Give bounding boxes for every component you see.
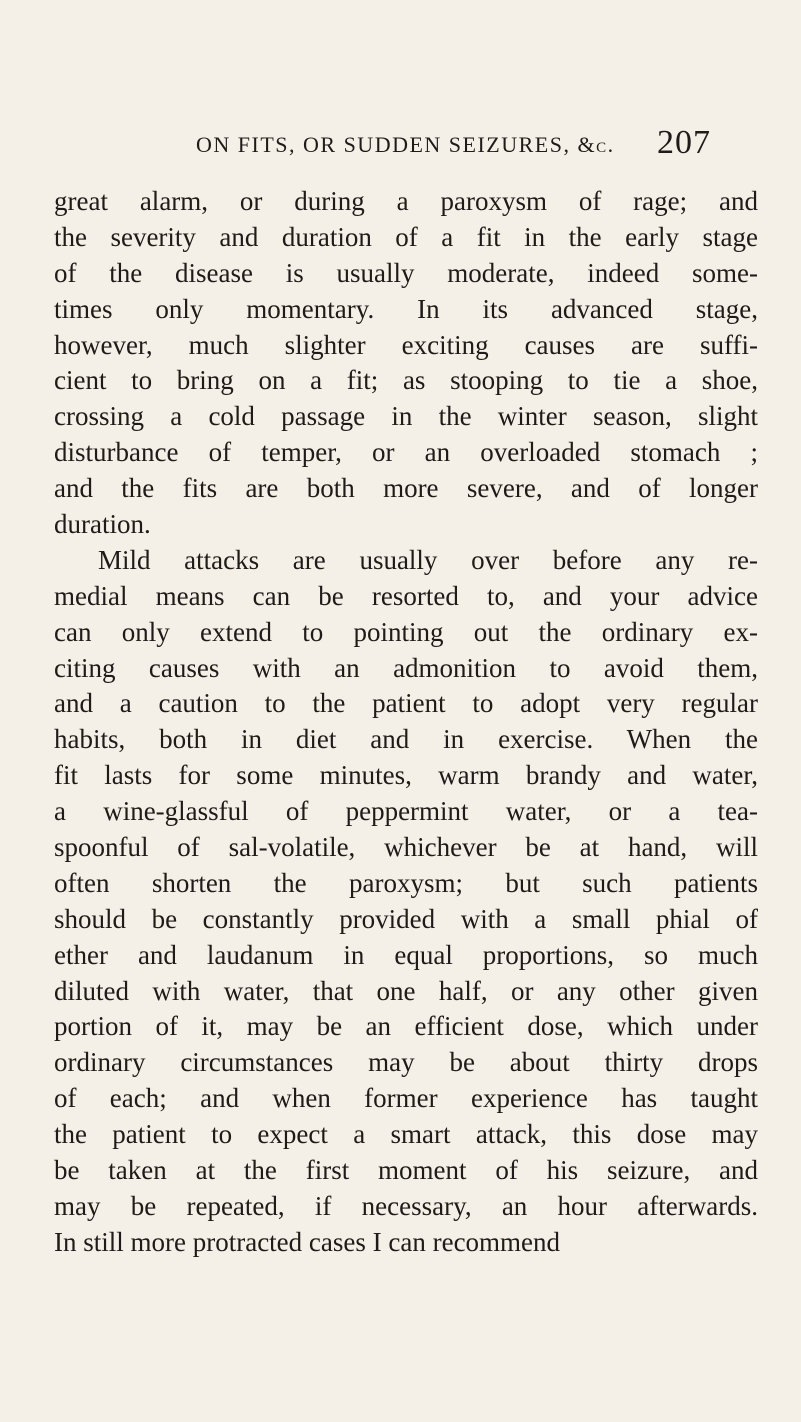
text-line: habits, both in diet and in exercise. When the [54, 724, 758, 755]
paragraph-2 [54, 543, 758, 1261]
body-text [54, 184, 758, 1261]
text-line: and a caution to the patient to adopt very regular [54, 688, 758, 719]
page-number: 207 [657, 124, 711, 161]
text-line: however, much slighter exciting causes are suffi- [54, 329, 758, 360]
running-head [0, 124, 801, 168]
text-line: of each; and when former experience has taught [54, 1083, 758, 1114]
text-line: In still more protracted cases I can recommend [54, 1226, 561, 1257]
text-line: great alarm, or during a paroxysm of rage; and [54, 186, 758, 216]
text-line: diluted with water, that one half, or any other given [54, 975, 758, 1006]
text-line: spoonful of sal-volatile, whichever be at hand, will [54, 832, 758, 863]
text-line: be taken at the first moment of his seizure, and [54, 1155, 758, 1186]
text-line: often shorten the paroxysm; but such patients [54, 867, 758, 898]
text-line: ether and laudanum in equal proportions, so much [54, 939, 758, 970]
text-line: portion of it, may be an efficient dose, which under [54, 1011, 758, 1042]
text-line: disturbance of temper, or an overloaded stomach ; [54, 437, 758, 468]
text-line: Mild attacks are usually over before any re- [98, 544, 758, 575]
text-line: may be repeated, if necessary, an hour afterwards. [54, 1190, 758, 1221]
text-line: ordinary circumstances may be about thirty drops [54, 1047, 758, 1078]
text-line: the patient to expect a smart attack, this dose may [54, 1119, 758, 1150]
text-line: cient to bring on a fit; as stooping to tie a shoe, [54, 365, 758, 396]
running-title: ON FITS, OR SUDDEN SEIZURES, &c. [196, 132, 615, 157]
text-line: can only extend to pointing out the ordinary ex- [54, 616, 758, 647]
text-line: medial means can be resorted to, and your advice [54, 580, 758, 611]
text-line: fit lasts for some minutes, warm brandy and water, [54, 760, 758, 791]
paragraph-1 [54, 184, 758, 543]
text-line: times only momentary. In its advanced stage, [54, 293, 758, 324]
text-line: of the disease is usually moderate, indeed some- [54, 257, 758, 288]
text-line: a wine-glassful of peppermint water, or a tea- [54, 796, 758, 827]
text-line: the severity and duration of a fit in the early stage [54, 221, 758, 252]
text-line: crossing a cold passage in the winter season, slight [54, 401, 758, 432]
text-line: should be constantly provided with a small phial of [54, 903, 758, 934]
text-line: and the fits are both more severe, and of longer [54, 473, 758, 504]
text-line: duration. [54, 509, 151, 540]
text-line: citing causes with an admonition to avoid them, [54, 652, 758, 683]
